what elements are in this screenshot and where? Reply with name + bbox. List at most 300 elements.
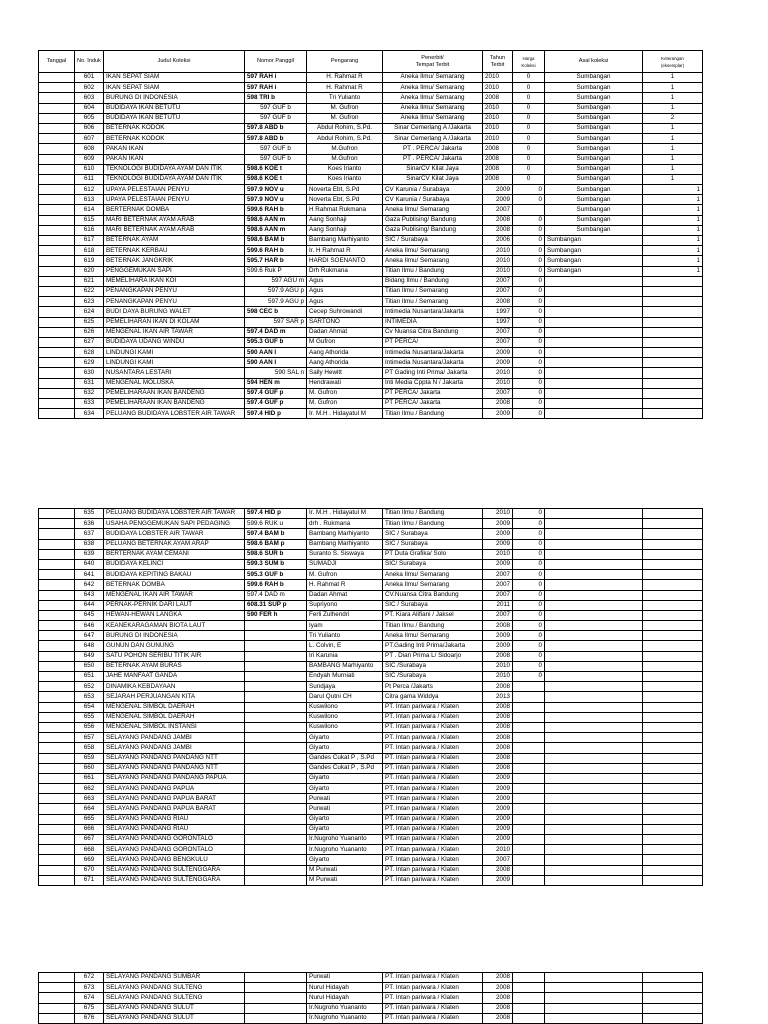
cell-tanggal	[39, 875, 75, 885]
cell-no: 637	[75, 529, 104, 539]
cell-panggil	[245, 692, 307, 702]
cell-ket	[643, 702, 703, 712]
cell-judul: PENANGKAPAN PENYU	[104, 297, 245, 307]
cell-penerbit: PT. Intan pariwara / Klaten	[383, 973, 483, 983]
table-row	[39, 773, 703, 783]
cell-panggil	[245, 1003, 307, 1013]
cell-harga: 0	[513, 164, 545, 174]
cell-tahun: 2009	[483, 559, 513, 569]
cell-judul: SELAYANG PANDANG RIAU	[104, 824, 245, 834]
table-row	[39, 73, 703, 83]
table-row	[39, 154, 703, 164]
table-row	[39, 195, 703, 205]
cell-judul: SATU POHON SERIBU TITIK AIR	[104, 651, 245, 661]
cell-harga: 0	[513, 590, 545, 600]
header-keterangan	[643, 51, 703, 73]
cell-asal: Sumbangan	[545, 73, 643, 83]
header-judul: Judul Koleksi	[104, 51, 245, 73]
cell-asal	[545, 743, 643, 753]
table-row	[39, 824, 703, 834]
cell-ket	[643, 358, 703, 368]
cell-asal	[545, 661, 643, 671]
cell-penerbit: Aneka Ilmu/ Semarang	[383, 83, 483, 93]
cell-no: 606	[75, 123, 104, 133]
cell-pengarang: M.Gufron	[307, 144, 383, 154]
cell-asal	[545, 378, 643, 388]
cell-panggil: 594 HEN m	[245, 378, 307, 388]
cell-pengarang: Abdul Rohim, S.Pd.	[307, 134, 383, 144]
cell-judul: PERNAK-PERNIK DARI LAUT	[104, 600, 245, 610]
cell-panggil	[245, 824, 307, 834]
cell-harga: 0	[513, 519, 545, 529]
cell-judul: SELAYANG PANDANG RIAU	[104, 814, 245, 824]
cell-no: 667	[75, 835, 104, 845]
cell-judul: SELAYANG PANDANG PANDANG PAPUA	[104, 773, 245, 783]
cell-harga: 0	[513, 154, 545, 164]
cell-ket: 1	[643, 174, 703, 184]
cell-penerbit: Aneka Ilmu/ Semarang	[383, 93, 483, 103]
cell-no: 660	[75, 763, 104, 773]
cell-tanggal	[39, 409, 75, 419]
cell-panggil	[245, 865, 307, 875]
cell-harga: 0	[513, 73, 545, 83]
header-harga-line2: Koleksi	[521, 62, 536, 68]
cell-tahun: 2008	[483, 651, 513, 661]
cell-panggil: 599.3 SUM b	[245, 559, 307, 569]
cell-harga: 0	[513, 631, 545, 641]
table-row	[39, 875, 703, 885]
cell-penerbit: PT. Intan pariwara / Klaten	[383, 875, 483, 885]
cell-judul: USAHA PENGGEMUKAN SAPI PEDAGING	[104, 519, 245, 529]
cell-ket	[643, 733, 703, 743]
cell-judul: PENGGEMUKAN SAPI	[104, 266, 245, 276]
cell-asal: Sumbangan	[545, 174, 643, 184]
cell-ket	[643, 993, 703, 1003]
table-row	[39, 83, 703, 93]
header-harga-line1: Harga	[522, 55, 535, 61]
cell-pengarang: Tri Yulianto	[307, 631, 383, 641]
cell-tahun: 2009	[483, 539, 513, 549]
cell-ket	[643, 276, 703, 286]
cell-tahun: 2008	[483, 733, 513, 743]
cell-tahun: 2009	[483, 875, 513, 885]
cell-judul: BUDI DAYA BURUNG WALET	[104, 307, 245, 317]
cell-no: 622	[75, 286, 104, 296]
cell-asal	[545, 824, 643, 834]
cell-no: 610	[75, 164, 104, 174]
cell-judul: BURUNG DI INDONESIA	[104, 631, 245, 641]
cell-ket	[643, 621, 703, 631]
cell-ket	[643, 661, 703, 671]
cell-harga: 0	[513, 195, 545, 205]
table-row	[39, 399, 703, 409]
cell-tahun: 2008	[483, 702, 513, 712]
cell-ket: 1	[643, 73, 703, 83]
cell-panggil	[245, 753, 307, 763]
cell-asal	[545, 733, 643, 743]
cell-ket	[643, 539, 703, 549]
cell-no: 648	[75, 641, 104, 651]
table-row	[39, 286, 703, 296]
cell-pengarang: Ir.Nugroho Yuananto	[307, 845, 383, 855]
cell-ket	[643, 1013, 703, 1023]
cell-panggil	[245, 845, 307, 855]
cell-tahun: 2007	[483, 570, 513, 580]
table-row	[39, 651, 703, 661]
cell-no: 627	[75, 337, 104, 347]
cell-judul: BUDIDAYA KEPITING BAKAU	[104, 570, 245, 580]
cell-pengarang: H. Rahmat R	[307, 73, 383, 83]
cell-asal: Sumbangan	[545, 195, 643, 205]
cell-panggil	[245, 973, 307, 983]
cell-asal: Sumbangan	[545, 225, 643, 235]
table-row	[39, 600, 703, 610]
cell-judul: BETERNAK KERBAU	[104, 246, 245, 256]
cell-penerbit: Aneka Ilmu/ Semarang	[383, 113, 483, 123]
table-row	[39, 93, 703, 103]
table-row	[39, 307, 703, 317]
cell-tanggal	[39, 307, 75, 317]
cell-ket	[643, 549, 703, 559]
cell-ket	[643, 794, 703, 804]
cell-tanggal	[39, 722, 75, 732]
cell-no: 668	[75, 845, 104, 855]
cell-asal	[545, 610, 643, 620]
cell-judul: MENGENAL IKAN AIR TAWAR	[104, 590, 245, 600]
cell-ket: 1	[643, 134, 703, 144]
cell-judul: SELAYANG PANDANG BENGKULU	[104, 855, 245, 865]
cell-tahun: 2008	[483, 722, 513, 732]
cell-penerbit: Aneka Ilmu/ Semarang	[383, 205, 483, 215]
cell-no: 659	[75, 753, 104, 763]
cell-tanggal	[39, 266, 75, 276]
cell-harga	[513, 743, 545, 753]
cell-asal	[545, 276, 643, 286]
cell-penerbit: PT. Intan pariwara / Klaten	[383, 983, 483, 993]
cell-no: 631	[75, 378, 104, 388]
cell-asal	[545, 702, 643, 712]
cell-harga	[513, 692, 545, 702]
cell-asal	[545, 327, 643, 337]
cell-tanggal	[39, 256, 75, 266]
cell-pengarang: M. Gufron	[307, 388, 383, 398]
table-header-row	[39, 51, 703, 73]
cell-pengarang: Koes Irianto	[307, 164, 383, 174]
cell-judul: BETERNAK AYAM	[104, 236, 245, 246]
cell-no: 628	[75, 348, 104, 358]
cell-no: 654	[75, 702, 104, 712]
cell-panggil: 590 FER h	[245, 610, 307, 620]
cell-panggil: 597.4 HID p	[245, 509, 307, 519]
cell-panggil	[245, 855, 307, 865]
cell-asal	[545, 784, 643, 794]
cell-harga: 0	[513, 610, 545, 620]
cell-judul: PELUANG BUDIDAYA LOBSTER AIR TAWAR	[104, 409, 245, 419]
cell-tanggal	[39, 773, 75, 783]
cell-harga	[513, 835, 545, 845]
cell-pengarang: Kuswilono	[307, 712, 383, 722]
cell-judul: BUDIDAYA IKAN BETUTU	[104, 113, 245, 123]
cell-pengarang: Bambang Marhiyanto	[307, 236, 383, 246]
cell-panggil: 597.8 ABD b	[245, 123, 307, 133]
header-tahun-line1: Tahun	[489, 54, 506, 61]
cell-tanggal	[39, 641, 75, 651]
cell-ket	[643, 814, 703, 824]
cell-tanggal	[39, 672, 75, 682]
cell-panggil: 598.6 KOE t	[245, 164, 307, 174]
cell-asal	[545, 973, 643, 983]
cell-no: 655	[75, 712, 104, 722]
cell-ket	[643, 641, 703, 651]
cell-penerbit: Cv Nuansa Citra Bandung	[383, 327, 483, 337]
cell-harga: 0	[513, 93, 545, 103]
cell-judul: GUNUN DAN GUNUNG	[104, 641, 245, 651]
cell-no: 666	[75, 824, 104, 834]
cell-asal	[545, 529, 643, 539]
table-row	[39, 256, 703, 266]
cell-tahun: 2010	[483, 509, 513, 519]
cell-harga: 0	[513, 246, 545, 256]
cell-harga: 0	[513, 388, 545, 398]
cell-penerbit: PT. Intan pariwara / Klaten	[383, 743, 483, 753]
cell-tahun: 2008	[483, 865, 513, 875]
cell-tanggal	[39, 651, 75, 661]
cell-asal	[545, 317, 643, 327]
cell-ket	[643, 519, 703, 529]
table-row	[39, 590, 703, 600]
cell-harga: 0	[513, 661, 545, 671]
cell-harga: 0	[513, 348, 545, 358]
cell-asal	[545, 509, 643, 519]
table-row	[39, 610, 703, 620]
cell-judul: BERTERNAK AYAM CEMANI	[104, 549, 245, 559]
cell-no: 619	[75, 256, 104, 266]
cell-no: 665	[75, 814, 104, 824]
cell-pengarang: M Purwati	[307, 875, 383, 885]
cell-judul: TEKNOLOGI BUDIDAYA AYAM DAN ITIK	[104, 164, 245, 174]
cell-ket: 2	[643, 113, 703, 123]
cell-tahun: 2010	[483, 123, 513, 133]
cell-ket	[643, 378, 703, 388]
cell-no: 624	[75, 307, 104, 317]
cell-tahun: 2009	[483, 814, 513, 824]
cell-tanggal	[39, 621, 75, 631]
cell-ket: 1	[643, 266, 703, 276]
cell-pengarang: Kuswilono	[307, 702, 383, 712]
cell-harga: 0	[513, 672, 545, 682]
cell-judul: SELAYANG PANDANG SULTENG	[104, 993, 245, 1003]
table-row	[39, 185, 703, 195]
cell-asal: Sumbangan	[545, 93, 643, 103]
table-row	[39, 509, 703, 519]
cell-pengarang: Drh Rukmana	[307, 266, 383, 276]
cell-tahun: 2009	[483, 824, 513, 834]
cell-asal: Sumbangan	[545, 236, 643, 246]
cell-no: 632	[75, 388, 104, 398]
table-row	[39, 814, 703, 824]
cell-harga	[513, 804, 545, 814]
cell-tanggal	[39, 570, 75, 580]
cell-ket	[643, 845, 703, 855]
cell-pengarang: SUMADJI	[307, 559, 383, 569]
cell-judul: LINDUNGI KAMI	[104, 348, 245, 358]
cell-tahun: 1997	[483, 307, 513, 317]
cell-harga: 0	[513, 327, 545, 337]
cell-penerbit: SinarCV Kilat Jaya	[383, 174, 483, 184]
cell-tanggal	[39, 388, 75, 398]
cell-tanggal	[39, 337, 75, 347]
cell-panggil: 598.6 AAN m	[245, 225, 307, 235]
cell-panggil: 597 GUF b	[245, 154, 307, 164]
cell-pengarang: M.Gufron	[307, 154, 383, 164]
cell-penerbit: PT PERCA/ Jakarta	[383, 388, 483, 398]
cell-tanggal	[39, 835, 75, 845]
cell-harga: 0	[513, 83, 545, 93]
cell-tanggal	[39, 682, 75, 692]
cell-tanggal	[39, 692, 75, 702]
table-row	[39, 1003, 703, 1013]
cell-ket	[643, 600, 703, 610]
cell-harga: 0	[513, 559, 545, 569]
cell-no: 613	[75, 195, 104, 205]
cell-asal: Sumbangan	[545, 215, 643, 225]
cell-pengarang: H Rahmat Rukmana	[307, 205, 383, 215]
cell-tanggal	[39, 590, 75, 600]
cell-judul: BETERNAK KODOK	[104, 123, 245, 133]
cell-no: 609	[75, 154, 104, 164]
cell-pengarang: Agus	[307, 297, 383, 307]
cell-penerbit: PT . PERCA/ Jakarta	[383, 144, 483, 154]
cell-no: 626	[75, 327, 104, 337]
cell-pengarang: Purwati	[307, 804, 383, 814]
cell-judul: UPAYA PELESTAIAN PENYU	[104, 195, 245, 205]
cell-penerbit: PT. Intan pariwara / Klaten	[383, 753, 483, 763]
cell-panggil	[245, 983, 307, 993]
cell-asal: Sumbangan	[545, 164, 643, 174]
cell-ket	[643, 327, 703, 337]
cell-tahun: 2009	[483, 185, 513, 195]
cell-pengarang: Supriyono	[307, 600, 383, 610]
cell-no: 607	[75, 134, 104, 144]
cell-judul: PAKAN IKAN	[104, 144, 245, 154]
cell-judul: SELAYANG PANDANG JAMBI	[104, 743, 245, 753]
header-no-induk: No. Induk	[75, 51, 104, 73]
cell-panggil	[245, 661, 307, 671]
cell-pengarang: M. Gufron	[307, 113, 383, 123]
cell-no: 604	[75, 103, 104, 113]
cell-ket: 1	[643, 256, 703, 266]
table-row	[39, 845, 703, 855]
cell-pengarang: Tri Yulianto	[307, 93, 383, 103]
cell-penerbit: PT. Intan pariwara / Klaten	[383, 855, 483, 865]
cell-panggil	[245, 672, 307, 682]
cell-panggil	[245, 722, 307, 732]
cell-no: 611	[75, 174, 104, 184]
cell-penerbit: Gaza Publising/ Bandung	[383, 215, 483, 225]
cell-no: 633	[75, 399, 104, 409]
table-row	[39, 983, 703, 993]
cell-judul: IKAN SEPAT SIAM	[104, 73, 245, 83]
header-tanggal: Tanggal	[39, 51, 75, 73]
table-row	[39, 855, 703, 865]
cell-penerbit: INTIMEDIA	[383, 317, 483, 327]
cell-penerbit: Intimedia Nusantara/Jakarta	[383, 307, 483, 317]
cell-no: 621	[75, 276, 104, 286]
cell-asal	[545, 983, 643, 993]
cell-asal: Sumbangan	[545, 134, 643, 144]
cell-no: 608	[75, 144, 104, 154]
cell-ket: 1	[643, 144, 703, 154]
cell-ket	[643, 743, 703, 753]
cell-pengarang: Giyarto	[307, 743, 383, 753]
cell-pengarang: SARTONO	[307, 317, 383, 327]
cell-penerbit: Titian Ilmu / Semarang	[383, 286, 483, 296]
cell-pengarang: Ferli Zulhendri	[307, 610, 383, 620]
cell-penerbit: SIC / Surabaya	[383, 539, 483, 549]
cell-pengarang: drh . Rukmana	[307, 519, 383, 529]
table-row	[39, 1013, 703, 1023]
table-row	[39, 804, 703, 814]
table-row	[39, 743, 703, 753]
cell-harga	[513, 784, 545, 794]
cell-tanggal	[39, 580, 75, 590]
cell-panggil: 599.6 RAH b	[245, 205, 307, 215]
cell-penerbit: CV Karunia / Surabaya	[383, 185, 483, 195]
cell-judul: BURUNG DI INDONESIA	[104, 93, 245, 103]
cell-tanggal	[39, 144, 75, 154]
cell-tahun: 2008	[483, 1013, 513, 1023]
table-row	[39, 559, 703, 569]
cell-no: 658	[75, 743, 104, 753]
cell-panggil: 608.31 SUP p	[245, 600, 307, 610]
cell-harga	[513, 875, 545, 885]
cell-judul: PELUANG BUDIDAYA LOBSTER AIR TAWAR	[104, 509, 245, 519]
cell-pengarang: Iri Karunia	[307, 651, 383, 661]
cell-judul: SELAYANG PANDANG SULUT	[104, 1003, 245, 1013]
cell-tanggal	[39, 539, 75, 549]
cell-tahun: 2010	[483, 368, 513, 378]
cell-penerbit: Bidang Ilmu / Bandung	[383, 276, 483, 286]
cell-tahun: 2007	[483, 205, 513, 215]
cell-panggil: 598.6 AAN m	[245, 215, 307, 225]
cell-no: 636	[75, 519, 104, 529]
cell-pengarang: Endyah Murniati	[307, 672, 383, 682]
cell-tanggal	[39, 855, 75, 865]
cell-judul: PEMELIHARAAN IKAN BANDENG	[104, 388, 245, 398]
cell-tahun: 2008	[483, 144, 513, 154]
cell-tanggal	[39, 215, 75, 225]
cell-pengarang: M Purwati	[307, 865, 383, 875]
table-row	[39, 266, 703, 276]
cell-tanggal	[39, 83, 75, 93]
cell-penerbit: PT Duta Grafika/ Solo	[383, 549, 483, 559]
cell-penerbit: Aneka Ilmu/ Semarang	[383, 256, 483, 266]
cell-no: 657	[75, 733, 104, 743]
cell-asal	[545, 773, 643, 783]
collection-table-page-1	[38, 50, 703, 419]
cell-ket	[643, 399, 703, 409]
cell-tahun: 2008	[483, 621, 513, 631]
cell-judul: BETERNAK DOMBA	[104, 580, 245, 590]
cell-asal	[545, 286, 643, 296]
cell-pengarang: Noverta Ebt, S.Pd	[307, 185, 383, 195]
cell-tanggal	[39, 549, 75, 559]
cell-asal: Sumbangan	[545, 256, 643, 266]
cell-ket	[643, 753, 703, 763]
cell-asal: Sumbangan	[545, 185, 643, 195]
cell-harga	[513, 845, 545, 855]
table-row	[39, 236, 703, 246]
